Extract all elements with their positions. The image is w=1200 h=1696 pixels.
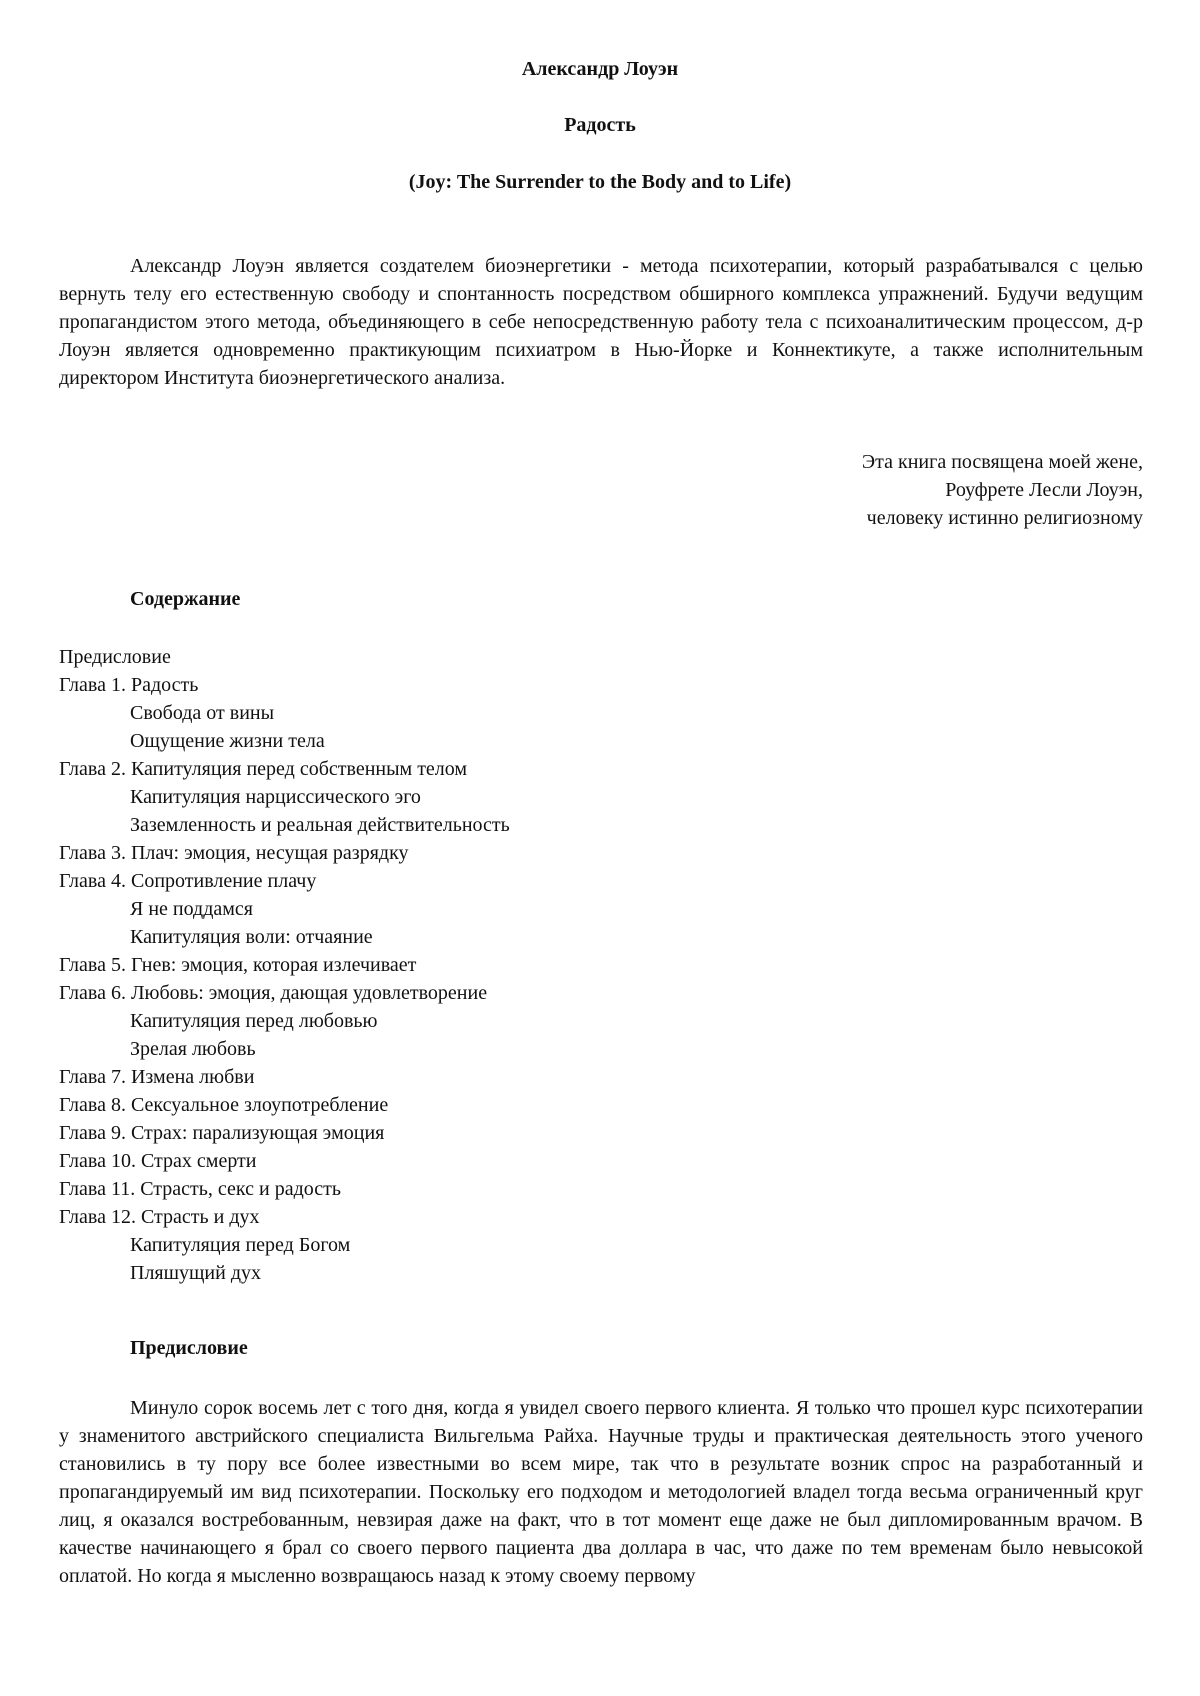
toc-item: Пляшущий дух	[59, 1259, 510, 1287]
toc-item: Глава 11. Страсть, секс и радость	[59, 1175, 510, 1203]
toc-item: Глава 12. Страсть и дух	[59, 1203, 510, 1231]
toc-item: Глава 9. Страх: парализующая эмоция	[59, 1119, 510, 1147]
toc-item: Глава 7. Измена любви	[59, 1063, 510, 1091]
toc-item: Я не поддамся	[59, 895, 510, 923]
toc-item: Капитуляция воли: отчаяние	[59, 923, 510, 951]
dedication-line: человеку истинно религиозному	[862, 504, 1143, 532]
toc-item: Капитуляция нарциссического эго	[59, 783, 510, 811]
toc-item: Глава 10. Страх смерти	[59, 1147, 510, 1175]
author-name: Александр Лоуэн	[0, 58, 1200, 81]
toc-item: Заземленность и реальная действительность	[59, 811, 510, 839]
toc-item: Свобода от вины	[59, 699, 510, 727]
toc-item: Глава 1. Радость	[59, 671, 510, 699]
toc-item: Зрелая любовь	[59, 1035, 510, 1063]
toc-item: Глава 6. Любовь: эмоция, дающая удовлетворение	[59, 979, 510, 1007]
dedication-line: Эта книга посвящена моей жене,	[862, 448, 1143, 476]
preface-paragraph: Минуло сорок восемь лет с того дня, когда я увидел своего первого клиента. Я только что прошел курс психотерапии у знаменитого австрийского специалиста Вильгельма Райха. Научные труды и практическая деятельность этого ученого становились в ту пору все более известными во всем мире, так что в результате возник спрос на разработанный и пропагандируемый им вид психотерапии. Поскольку его подходом и методологией владел тогда весьма ограниченный круг лиц, я оказался востребованным, невзирая даже на факт, что в тот момент еще даже не был дипломированным врачом. В качестве начинающего я брал со своего первого пациента два доллара в час, что даже по тем временам было невысокой оплатой. Но когда я мысленно возвращаюсь назад к этому своему первому	[59, 1394, 1143, 1590]
dedication-line: Роуфрете Лесли Лоуэн,	[862, 476, 1143, 504]
toc-item: Глава 3. Плач: эмоция, несущая разрядку	[59, 839, 510, 867]
toc-item: Ощущение жизни тела	[59, 727, 510, 755]
table-of-contents	[59, 643, 510, 1287]
toc-item: Капитуляция перед Богом	[59, 1231, 510, 1259]
toc-item: Глава 2. Капитуляция перед собственным телом	[59, 755, 510, 783]
toc-item: Глава 8. Сексуальное злоупотребление	[59, 1091, 510, 1119]
intro-paragraph: Александр Лоуэн является создателем биоэнергетики - метода психотерапии, который разрабатывался с целью вернуть телу его естественную свободу и спонтанность посредством обширного комплекса упражнений. Будучи ведущим пропагандистом этого метода, объединяющего в себе непосредственную работу тела с психоаналитическим процессом, д-р Лоуэн является одновременно практикующим психиатром в Нью-Йорке и Коннектикуте, а также исполнительным директором Института биоэнергетического анализа.	[59, 252, 1143, 392]
toc-item: Предисловие	[59, 643, 510, 671]
preface-heading: Предисловие	[130, 1337, 248, 1360]
toc-item: Глава 4. Сопротивление плачу	[59, 867, 510, 895]
original-title: (Joy: The Surrender to the Body and to Life)	[0, 171, 1200, 194]
dedication	[862, 448, 1143, 532]
toc-heading: Содержание	[130, 588, 240, 611]
toc-item: Глава 5. Гнев: эмоция, которая излечивает	[59, 951, 510, 979]
book-title: Радость	[0, 114, 1200, 137]
toc-item: Капитуляция перед любовью	[59, 1007, 510, 1035]
